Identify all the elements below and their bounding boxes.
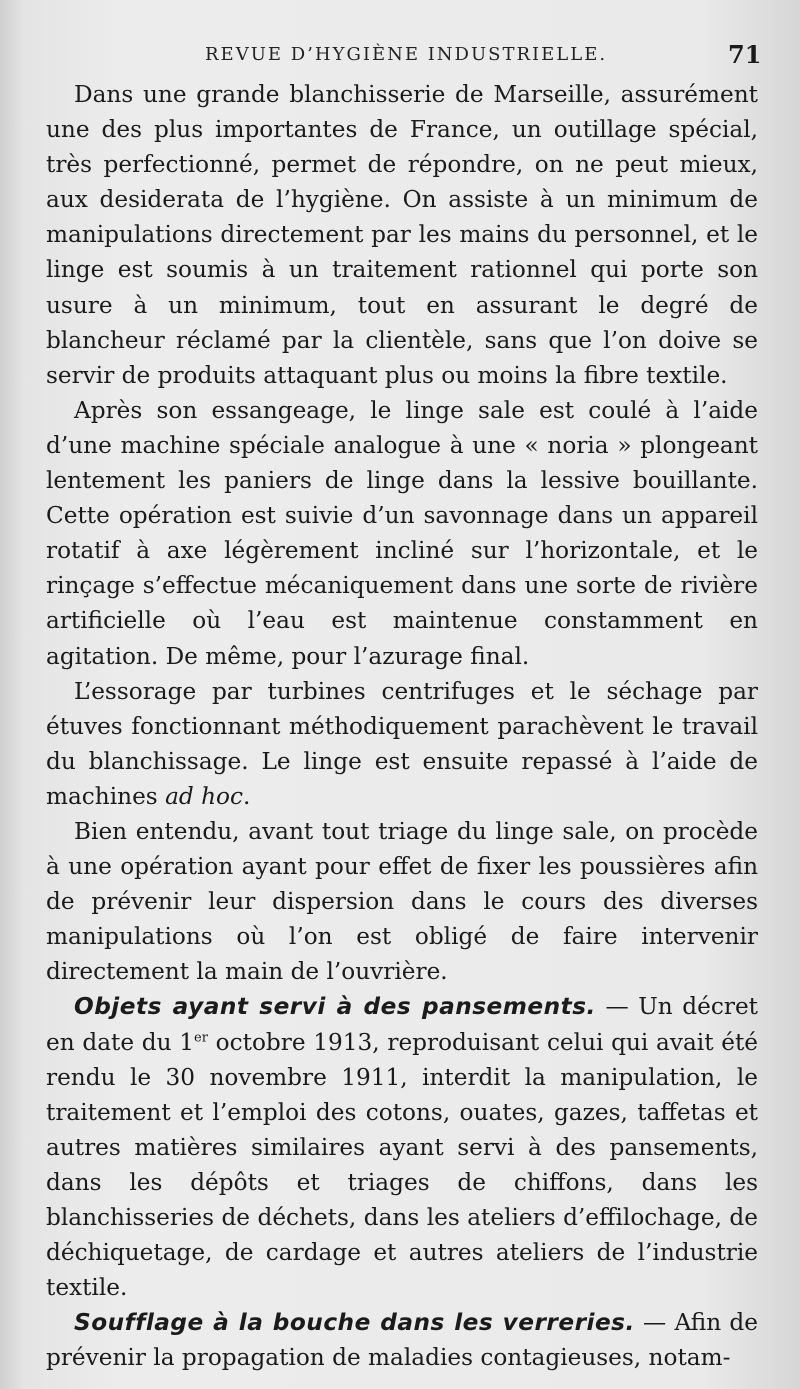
- paragraph-blanchisserie: Dans une grande blanchisserie de Marseille, assurément une des plus importantes de France, un outillage spécial, très perfectionné, permet de répondre, on ne peut mieux, aux desiderata de l’hygiène. On assiste à un minimum de manipulations directement par les mains du personnel, et le linge est soumis à un traitement rationnel qui porte son usure à un minimum, tout en assurant le degré de blancheur réclamé par la clientèle, sans que l’on doive se servir de produits attaquant plus ou moins la fibre textile.: [46, 81, 758, 389]
- section-heading-soufflage: Soufflage à la bouche dans les verreries.: [74, 1309, 635, 1337]
- section-heading-pansements: Objets ayant servi à des pansements.: [74, 993, 596, 1021]
- body-text: [46, 77, 758, 1375]
- soufflage-text: — Afin de prévenir la propagation de maladies contagieuses, notam-: [46, 1309, 758, 1372]
- section-soufflage: [46, 1305, 758, 1375]
- section-pansements: [46, 989, 758, 1305]
- paragraph-essorage: [46, 674, 758, 814]
- paragraph-essorage-end: .: [243, 782, 251, 810]
- page-header: [0, 36, 800, 76]
- pansements-text-b: octobre 1913, reproduisant celui qui avait été rendu le 30 novembre 1911, interdit la manipulation, le traitement et l’emploi des cotons, ouates, gazes, taffetas et autres matières similaires ayant servi à des pansements, dans les dépôts et triages de chiffons, dans les blanchisseries de déchets, dans les ateliers d’effilochage, de déchiquetage, de cardage et autres ateliers de l’industrie textile.: [46, 1028, 758, 1302]
- paragraph-essorage-text: L’essorage par turbines centrifuges et le séchage par étuves fonctionnant méthodiquement parachèvent le travail du blanchissage. Le linge est ensuite repassé à l’aide de machines: [46, 677, 758, 810]
- latin-ad-hoc: ad hoc: [165, 782, 243, 810]
- paragraph-essangeage: Après son essangeage, le linge sale est coulé à l’aide d’une machine spéciale analogue à une « noria » plongeant lentement les paniers de linge dans la lessive bouillante. Cette opération est suivie d’un savonnage dans un appareil rotatif à axe légèrement incliné sur l’horizontale, et le rinçage s’effectue mécaniquement dans une sorte de rivière artificielle où l’eau est maintenue constamment en agitation. De même, pour l’azurage final.: [46, 396, 758, 670]
- ordinal-superscript: er: [194, 1029, 208, 1045]
- page-number: 71: [728, 40, 762, 69]
- pansements-text-a: — Un décret en date du 1: [46, 993, 758, 1056]
- paragraph-triage: Bien entendu, avant tout triage du linge sale, on procède à une opération ayant pour effet de fixer les poussières afin de prévenir leur dispersion dans le cours des diverses manipulations où l’on est obligé de faire intervenir directement la main de l’ouvrière.: [46, 817, 758, 986]
- running-title: REVUE D’HYGIÈNE INDUSTRIELLE.: [205, 44, 608, 65]
